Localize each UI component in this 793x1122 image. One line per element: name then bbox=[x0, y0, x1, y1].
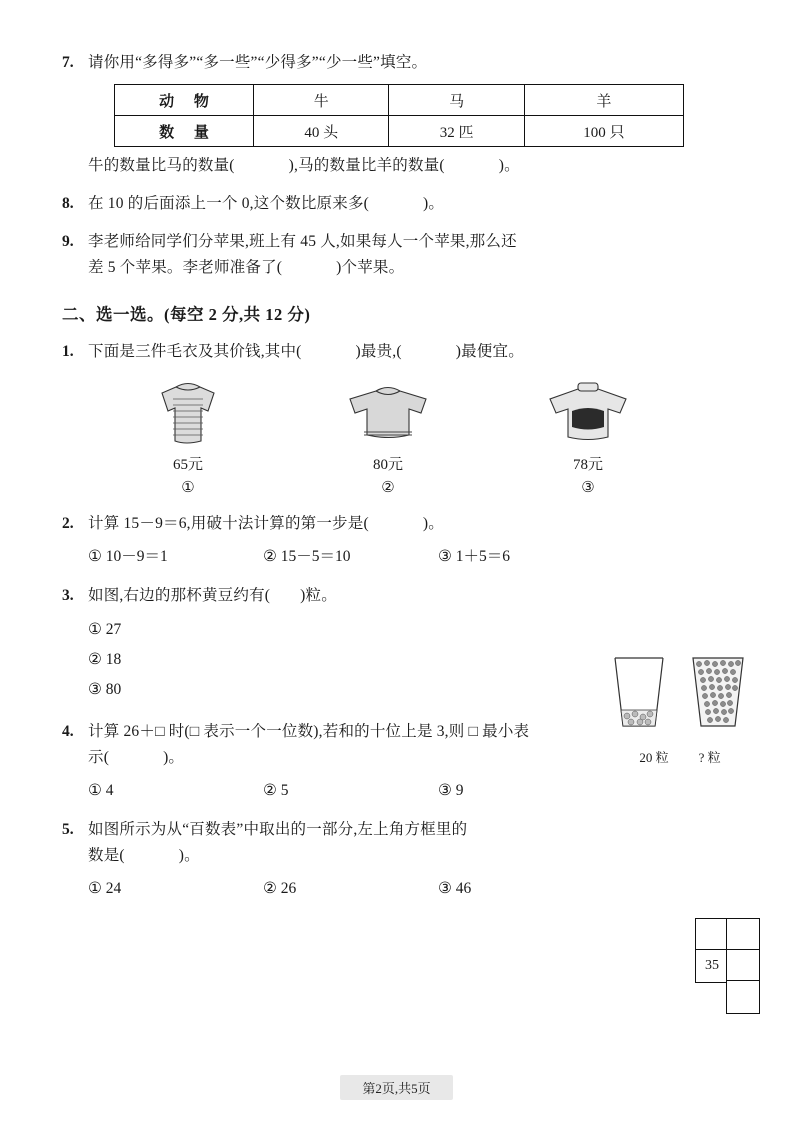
sweater-striped-icon bbox=[88, 375, 288, 447]
question-8-number: 8. bbox=[62, 195, 74, 212]
s2q5-option-3[interactable]: ③ 46 bbox=[438, 880, 472, 897]
section2-question-1 bbox=[62, 339, 730, 365]
beans-right-label: ? 粒 bbox=[698, 750, 721, 765]
q9-line-2 bbox=[88, 255, 730, 281]
s2q3-text bbox=[88, 583, 730, 609]
question-7-number: 7. bbox=[62, 54, 74, 71]
beans-figure bbox=[585, 652, 775, 766]
q7-followup-part-c: )。 bbox=[498, 157, 520, 174]
hundred-chart-cell-empty-topright[interactable] bbox=[726, 918, 760, 952]
s2q2-text bbox=[88, 511, 730, 537]
animal-table-wrapper bbox=[114, 84, 730, 147]
question-9 bbox=[62, 229, 730, 281]
sweater-option-1 bbox=[88, 375, 288, 497]
sweater-turtleneck-icon bbox=[488, 375, 688, 447]
s2q4-option-3[interactable]: ③ 9 bbox=[438, 782, 464, 799]
sweater-2-price: 80元 bbox=[372, 457, 403, 473]
s2q4-line2-part-a: 示( bbox=[88, 749, 110, 766]
beans-cups-icon bbox=[585, 652, 775, 738]
s2q3-option-3[interactable]: ③ 80 bbox=[88, 681, 122, 698]
table-cell-quantity-header: 数 量 bbox=[115, 116, 254, 147]
hundred-chart-cell-empty-topleft[interactable] bbox=[695, 918, 729, 952]
table-row bbox=[115, 116, 684, 147]
section-2-title: 二、选一选。(每空 2 分,共 12 分) bbox=[62, 305, 311, 324]
s2q5-options bbox=[88, 875, 730, 903]
question-7-followup bbox=[62, 153, 730, 179]
s2q5-option-2[interactable]: ② 26 bbox=[263, 880, 297, 897]
sweater-3-price: 78元 bbox=[572, 457, 603, 473]
table-cell-animal-header: 动 物 bbox=[115, 85, 254, 116]
sweater-1-label: ① bbox=[181, 480, 195, 496]
s2q3-part-b: )粒。 bbox=[300, 587, 337, 604]
s2q1-part-a: 下面是三件毛衣及其价钱,其中( bbox=[88, 343, 302, 360]
s2q4-option-2[interactable]: ② 5 bbox=[263, 782, 289, 799]
s2q2-options bbox=[88, 543, 730, 571]
sweater-option-2 bbox=[288, 375, 488, 497]
s2q5-line2-part-b: )。 bbox=[178, 847, 200, 864]
q9-line2-part-b: )个苹果。 bbox=[336, 259, 405, 276]
s2q4-options bbox=[88, 777, 730, 805]
section2-question-3 bbox=[62, 583, 730, 609]
hundred-chart-cell-empty-bottomright[interactable] bbox=[726, 980, 760, 1014]
question-7 bbox=[62, 50, 730, 76]
beans-labels bbox=[585, 747, 775, 766]
s2q2-option-1[interactable]: ① 10－9＝1 bbox=[88, 548, 168, 565]
q7-followup-part-a: 牛的数量比马的数量( bbox=[88, 157, 235, 174]
question-7-text: 请你用“多得多”“多一些”“少得多”“少一些”填空。 bbox=[88, 54, 428, 71]
hundred-chart-cell-filled[interactable]: 35 bbox=[695, 949, 729, 983]
table-cell-horse-value: 32 匹 bbox=[389, 116, 524, 147]
s2q3-number: 3. bbox=[62, 587, 74, 604]
table-cell-sheep-header: 羊 bbox=[524, 85, 683, 116]
s2q2-part-a: 计算 15－9＝6,用破十法计算的第一步是( bbox=[88, 515, 369, 532]
q9-line2-part-a: 差 5 个苹果。李老师准备了( bbox=[88, 259, 283, 276]
sweater-1-price: 65元 bbox=[172, 457, 203, 473]
s2q2-number: 2. bbox=[62, 515, 74, 532]
s2q5-line-2 bbox=[88, 843, 644, 869]
q9-line-1: 李老师给同学们分苹果,班上有 45 人,如果每人一个苹果,那么还 bbox=[88, 233, 517, 250]
s2q2-option-2[interactable]: ② 15－5＝10 bbox=[263, 548, 351, 565]
hundred-chart-figure bbox=[685, 918, 765, 1022]
q8-part-a: 在 10 的后面添上一个 0,这个数比原来多( bbox=[88, 195, 370, 212]
question-9-text bbox=[88, 229, 730, 281]
s2q3-option-2[interactable]: ② 18 bbox=[88, 651, 122, 668]
section2-question-5 bbox=[62, 817, 730, 869]
s2q4-option-1[interactable]: ① 4 bbox=[88, 782, 114, 799]
question-8 bbox=[62, 191, 730, 217]
question-9-number: 9. bbox=[62, 233, 74, 250]
s2q5-line2-part-a: 数是( bbox=[88, 847, 125, 864]
s2q4-line2-part-b: )。 bbox=[163, 749, 185, 766]
table-cell-cow-value: 40 头 bbox=[254, 116, 389, 147]
table-cell-cow-header: 牛 bbox=[254, 85, 389, 116]
s2q1-number: 1. bbox=[62, 343, 74, 360]
sweater-figure-row bbox=[88, 375, 688, 497]
table-cell-sheep-value: 100 只 bbox=[524, 116, 683, 147]
q7-followup-part-b: ),马的数量比羊的数量( bbox=[288, 157, 445, 174]
table-row bbox=[115, 85, 684, 116]
s2q5-line-1: 如图所示为从“百数表”中取出的一部分,左上角方框里的 bbox=[88, 821, 468, 838]
sweater-2-label: ② bbox=[381, 480, 395, 496]
sweater-plain-icon bbox=[288, 375, 488, 447]
s2q3-option-1[interactable]: ① 27 bbox=[88, 621, 122, 638]
sweater-3-label: ③ bbox=[581, 480, 595, 496]
beans-left-label: 20 粒 bbox=[639, 750, 669, 765]
hundred-chart-cell-empty-bottomleft[interactable] bbox=[726, 949, 760, 983]
q8-part-b: )。 bbox=[423, 195, 445, 212]
s2q1-part-c: )最便宜。 bbox=[455, 343, 524, 360]
s2q2-option-3[interactable]: ③ 1＋5＝6 bbox=[438, 548, 511, 565]
s2q2-part-b: )。 bbox=[422, 515, 444, 532]
page-number: 第2页,共5页 bbox=[340, 1075, 452, 1100]
s2q5-number: 5. bbox=[62, 821, 74, 838]
page-content bbox=[62, 50, 730, 903]
table-cell-horse-header: 马 bbox=[389, 85, 524, 116]
s2q1-part-b: )最贵,( bbox=[355, 343, 402, 360]
question-8-text bbox=[88, 191, 730, 217]
s2q1-text bbox=[88, 339, 730, 365]
question-7-followup-text bbox=[88, 153, 730, 179]
section2-question-2 bbox=[62, 511, 730, 537]
s2q3-part-a: 如图,右边的那杯黄豆约有( bbox=[88, 587, 271, 604]
sweater-option-3 bbox=[488, 375, 688, 497]
s2q4-number: 4. bbox=[62, 723, 74, 740]
s2q5-option-1[interactable]: ① 24 bbox=[88, 880, 122, 897]
page-footer bbox=[0, 1075, 793, 1100]
s2q4-line-1: 计算 26＋□ 时(□ 表示一个一位数),若和的十位上是 3,则 □ 最小表 bbox=[88, 723, 530, 740]
animal-quantity-table bbox=[114, 84, 684, 147]
s2q5-text bbox=[88, 817, 644, 869]
